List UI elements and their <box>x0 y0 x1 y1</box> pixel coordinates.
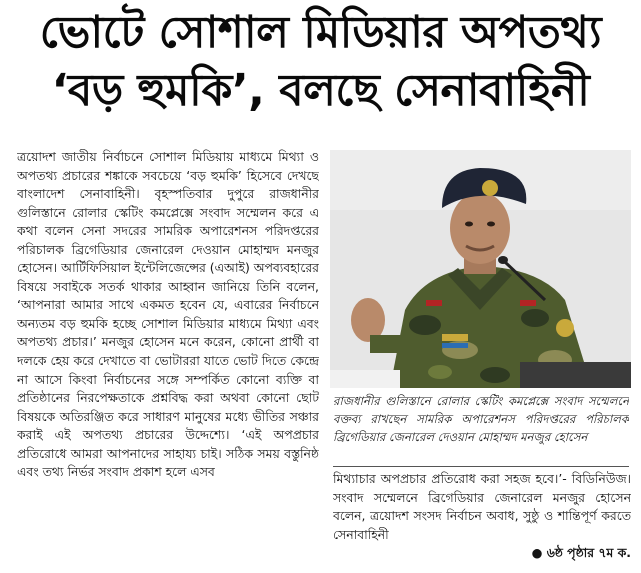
caption-divider <box>333 466 629 467</box>
article-body-text: ত্রয়োদশ জাতীয় নির্বাচনে সোশাল মিডিয়ায় মাধ্যমে মিথ্যা ও অপতথ্য প্রচারের শঙ্কাকে সবচেয়ে ‘বড় হুমকি’ হিসেবে দেখছে বাংলাদেশ সেনাবাহিনী। বৃহস্পতিবার দুপুরে রাজধানীর গুলিস্তানে রোলার স্কেটিং কমপ্লেক্সে সংবাদ সম্মেলন করে এ কথা বলেন সেনা সদরের সামরিক অপারেশনস পরিদপ্তরের পরিচালক ব্রিগেডিয়ার জেনারেল দেওয়ান মোহাম্মদ মনজুর হোসেন। আর্টিফিসিয়াল ইন্টেলিজেন্সের (এআই) অপব্যবহারের বিষয়ে সবাইকে সতর্ক থাকার আহ্বান জানিয়ে তিনি বলেন, ‘আপনারা আমার সাথে একমত হবেন যে, এবারের নির্বাচনে অন্যতম বড় হুমকি হচ্ছে সোশাল মিডিয়ার মাধ্যমে মিথ্যা এবং অপতথ্য প্রচার।’ মনজুর হোসেন মনে করেন, কোনো প্রার্থী বা দলকে হেয় করে দেখাতে বা ভোটাররা যাতে ভোট দিতে কেন্দ্রে না আসে কিংবা নির্বাচনের সঙ্গে সম্পর্কিত কোনো ব্যক্তি বা প্রতিষ্ঠানের নিরপেক্ষতাকে প্রশ্নবিদ্ধ করা অথবা কোনো ছোট বিষয়কে অতিরঞ্জিত করে সাধারণ মানুষের মধ্যে ভীতির সঞ্চার করাই এই অপতথ্য প্রচারের উদ্দেশ্যে। ‘এই অপপ্রচার প্রতিরোধে আমরা আপনাদের সাহায্য চাই। সঠিক সময় বস্তুনিষ্ঠ এবং তথ্য নির্ভর সংবাদ প্রকাশ হলে এসব <box>17 149 319 480</box>
headline <box>0 4 641 120</box>
headline-line-1: ভোটে সোশাল মিডিয়ার অপতথ্য <box>39 7 602 58</box>
article-body-continuation: মিথ্যাচার অপপ্রচার প্রতিরোধ করা সহজ হবে।’- বিডিনিউজ। সংবাদ সম্মেলনে ব্রিগেডিয়ার জেনারেল মনজুর হোসেন বলেন, ত্রয়োদশ সংসদ নির্বাচন অবাধ, সুষ্ঠু ও শান্তিপূর্ণ করতে সেনাবাহিনী <box>333 471 631 542</box>
article-body-right-column <box>333 470 631 570</box>
continued-on-page-marker: ● ৬ষ্ঠ পৃষ্ঠার ৭ম ক. <box>531 545 631 561</box>
news-photo <box>330 150 631 388</box>
military-officer-speaking-photo <box>330 150 631 388</box>
headline-line-2: ‘বড় হুমকি’, বলছে সেনাবাহিনী <box>51 65 590 116</box>
photo-caption: রাজধানীর গুলিস্তানে রোলার স্কেটিং কমপ্লেক্সে সংবাদ সম্মেলনে বক্তব্য রাখছেন সামরিক অপারেশনস পরিদপ্তরের পরিচালক ব্রিগেডিয়ার জেনারেল দেওয়ান মোহাম্মদ মনজুর হোসেন <box>333 394 629 444</box>
article-body-left-column <box>17 148 319 568</box>
